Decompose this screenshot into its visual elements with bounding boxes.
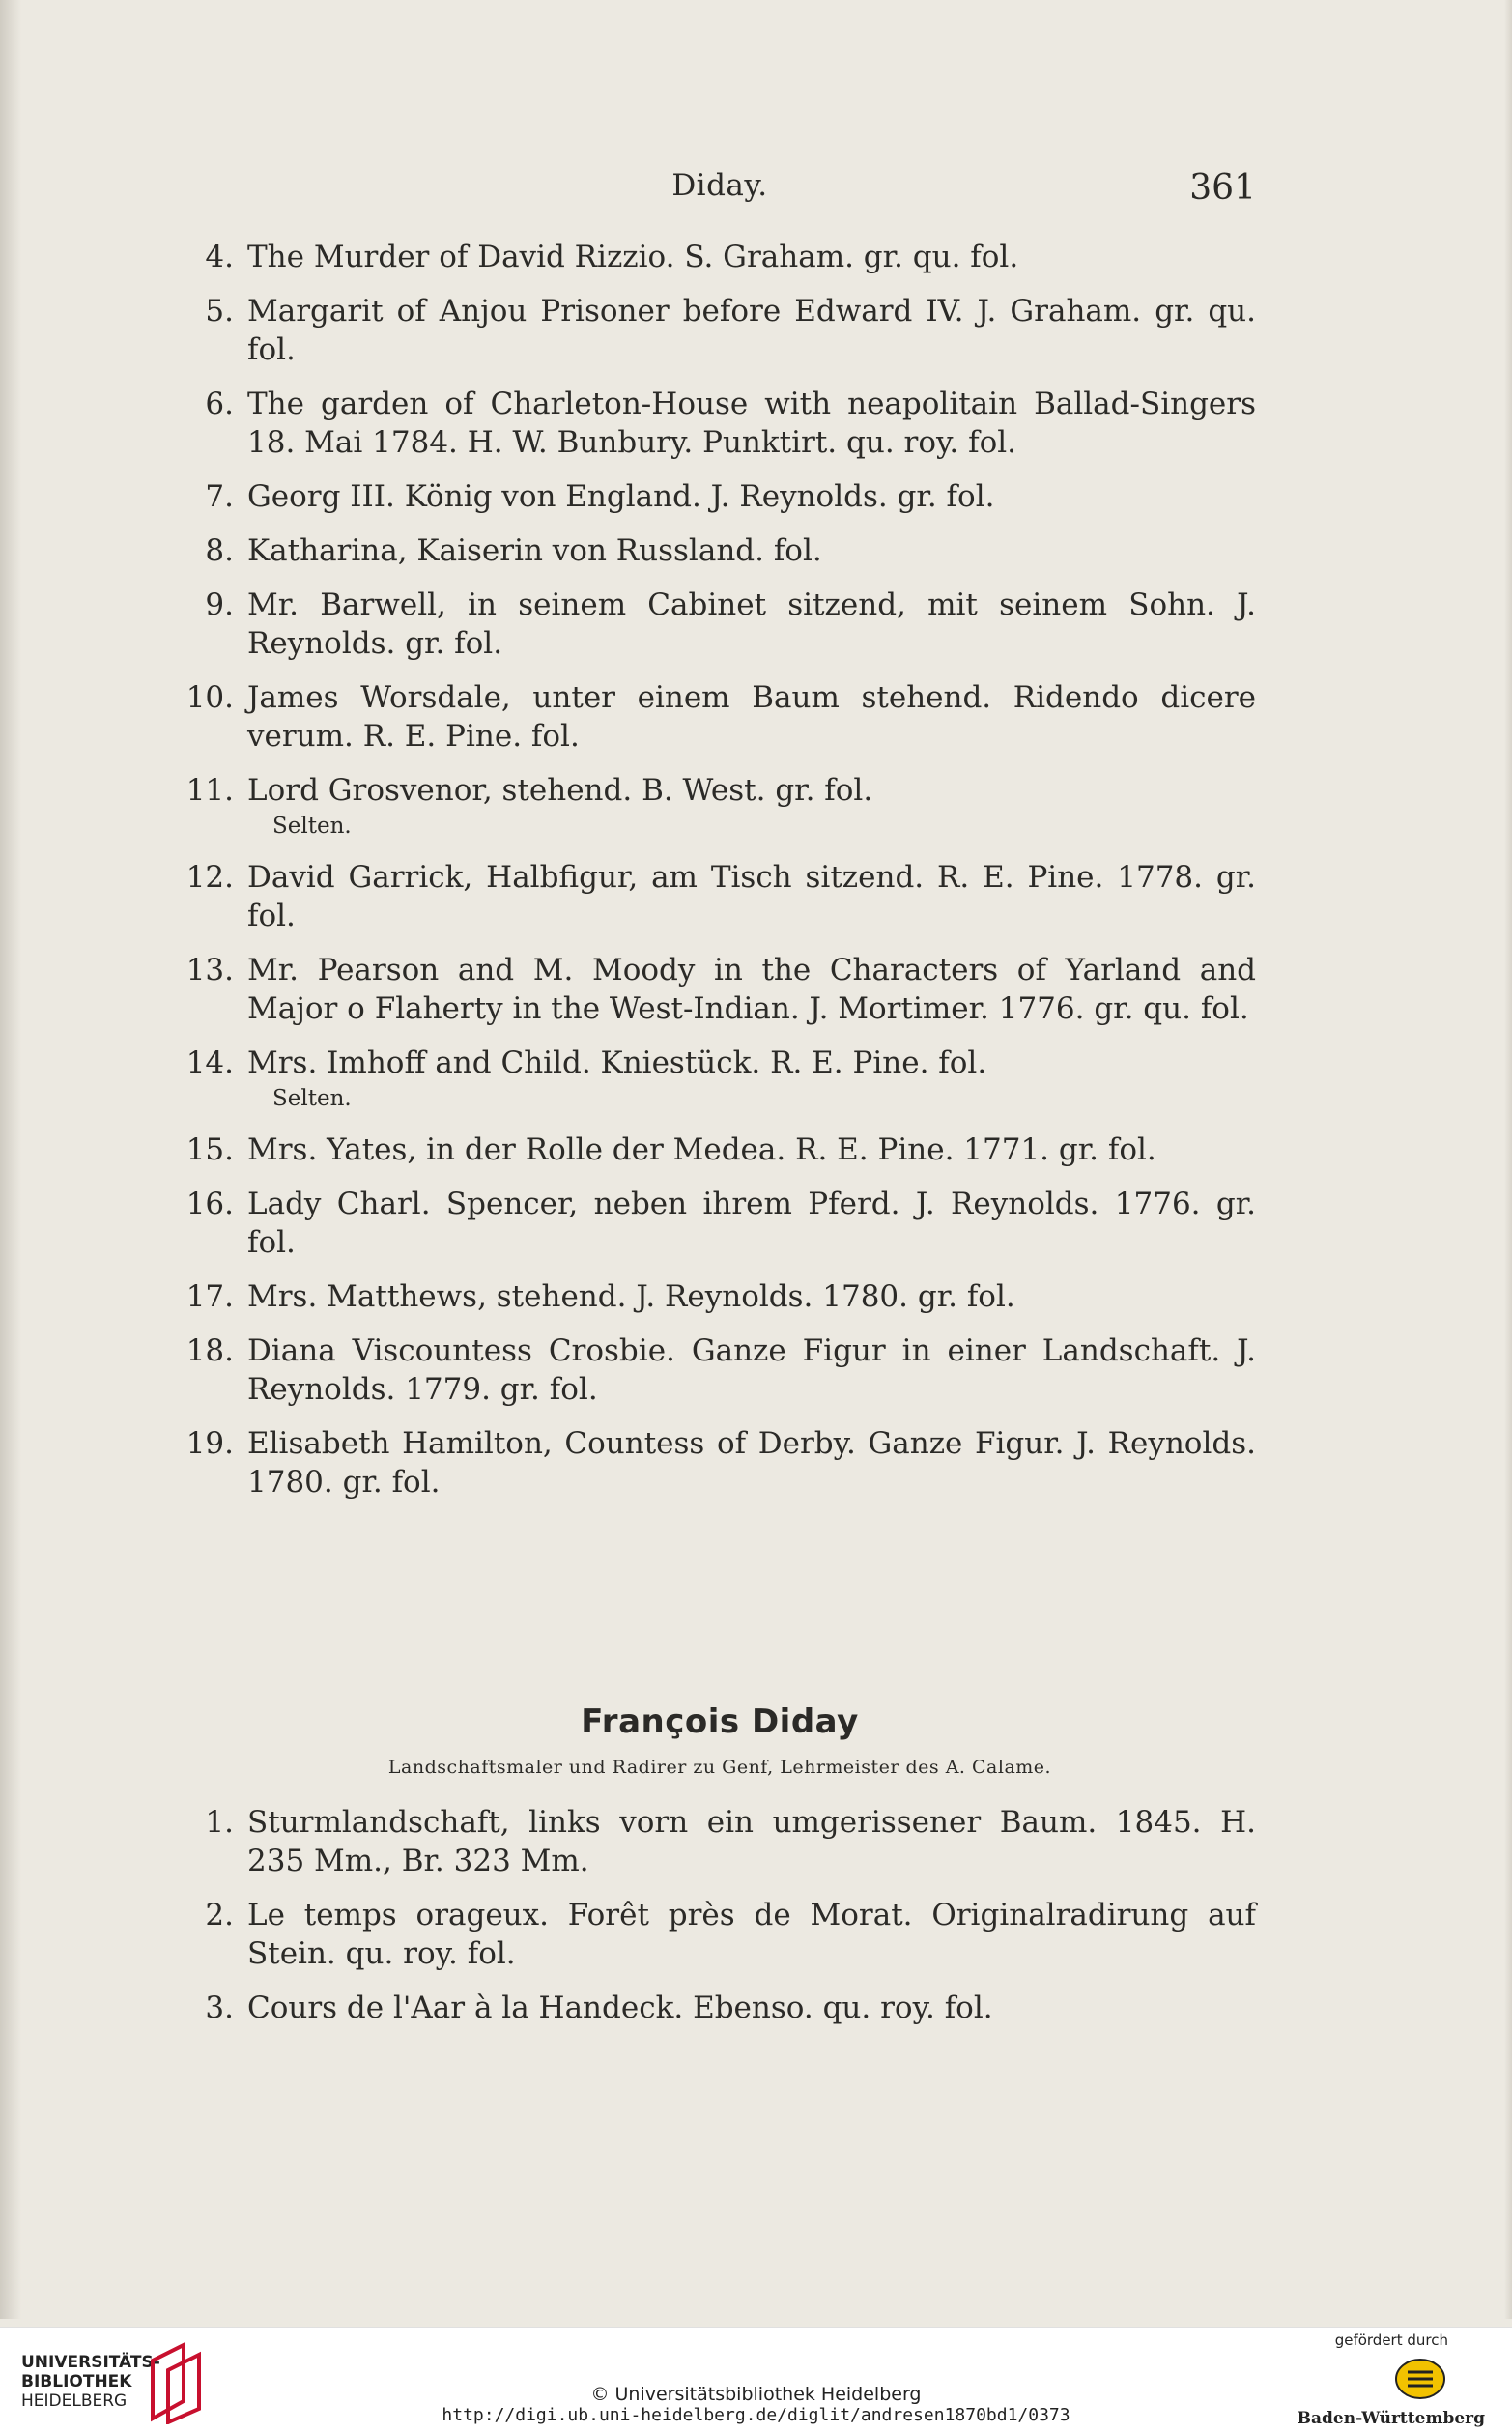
funder-label: gefördert durch [1334,2332,1448,2349]
library-name-line1: UNIVERSITÄTS- [21,2353,160,2372]
catalog-entry [184,1896,1256,1973]
entry-text: Georg III. König von England. J. Reynolds. gr. fol. [247,479,995,514]
catalog-entry [184,1803,1256,1880]
entry-text: Lord Grosvenor, stehend. B. West. gr. fol. [247,773,873,808]
entry-number: 19. [185,1426,234,1461]
entry-text: Katharina, Kaiserin von Russland. fol. [247,533,822,568]
entry-number: 14. [185,1045,234,1080]
entry-text: Lady Charl. Spencer, neben ihrem Pferd. J. Reynolds. 1776. gr. fol. [247,1187,1256,1260]
catalog-entry [184,1185,1256,1262]
copyright-notice [0,2384,1512,2426]
entry-number: 10. [185,680,234,715]
footer-bar [0,2327,1512,2433]
entry-text: Diana Viscountess Crosbie. Ganze Figur in einer Landschaft. J. Reynolds. 1779. gr. fol. [247,1333,1256,1407]
entry-number: 2. [205,1898,234,1932]
page-gutter-shadow [0,0,21,2319]
catalog-entry [184,951,1256,1028]
catalog-entry [184,1331,1256,1409]
catalog-entry [184,1424,1256,1502]
entry-number: 12. [185,860,234,895]
section-heading: François Diday [581,1703,859,1741]
section-subtitle: Landschaftsmaler und Radirer zu Genf, Lehrmeister des A. Calame. [387,1757,1052,1778]
entry-text: Mr. Barwell, in seinem Cabinet sitzend, mit seinem Sohn. J. Reynolds. gr. fol. [247,587,1256,661]
entry-number: 3. [205,1990,234,2025]
entry-number: 7. [205,479,234,514]
entry-number: 8. [205,533,234,568]
catalog-entry [184,1131,1256,1169]
catalog-entries-diday [184,238,1256,1517]
catalog-entry [184,238,1256,276]
entry-text: James Worsdale, unter einem Baum stehend. Ridendo dicere verum. R. E. Pine. fol. [247,680,1256,754]
catalog-entries-francois-diday [184,1803,1256,2043]
entry-note: Selten. [272,814,352,839]
entry-number: 16. [185,1187,234,1221]
catalog-entry [184,771,1256,843]
entry-number: 13. [185,953,234,988]
entry-text: Mr. Pearson and M. Moody in the Characters of Yarland and Major o Flaherty in the West-Indian. J. Mortimer. 1776. gr. qu. fol. [247,953,1256,1026]
catalog-entry [184,1989,1256,2027]
entry-text: Mrs. Matthews, stehend. J. Reynolds. 1780. gr. fol. [247,1279,1015,1314]
entry-number: 18. [185,1333,234,1368]
funder-name: Baden-Württemberg [1297,2409,1485,2428]
entry-number: 17. [185,1279,234,1314]
entry-text: Mrs. Yates, in der Rolle der Medea. R. E. Pine. 1771. gr. fol. [247,1132,1156,1167]
entry-number: 9. [205,587,234,622]
entry-text: Elisabeth Hamilton, Countess of Derby. Ganze Figur. J. Reynolds. 1780. gr. fol. [247,1426,1256,1500]
catalog-entry [184,531,1256,570]
catalog-entry [184,858,1256,935]
baden-wuerttemberg-coat-of-arms-icon[interactable] [1394,2353,1446,2405]
entry-text: Mrs. Imhoff and Child. Kniestück. R. E. Pine. fol. [247,1045,987,1080]
entry-text: Cours de l'Aar à la Handeck. Ebenso. qu. roy. fol. [247,1990,993,2025]
entry-note: Selten. [272,1086,352,1111]
copyright-text: © Universitätsbibliothek Heidelberg [590,2384,922,2405]
page-header [184,168,1256,216]
page-edge-shadow [1504,0,1512,2319]
entry-text: The garden of Charleton-House with neapolitain Ballad-Singers 18. Mai 1784. H. W. Bunbury. Punktirt. qu. roy. fol. [247,386,1256,460]
entry-number: 5. [205,294,234,329]
catalog-entry [184,385,1256,462]
entry-text: The Murder of David Rizzio. S. Graham. gr. qu. fol. [247,240,1019,274]
library-name-line2: BIBLIOTHEK [21,2372,132,2391]
page-number: 361 [1189,168,1256,208]
catalog-entry [184,1277,1256,1316]
library-name-line3: HEIDELBERG [21,2391,128,2411]
catalog-entry [184,586,1256,663]
entry-number: 4. [205,240,234,274]
entry-number: 11. [185,773,234,808]
catalog-entry [184,1044,1256,1115]
entry-number: 6. [205,386,234,421]
permalink-url[interactable]: http://digi.ub.uni-heidelberg.de/diglit/andresen1870bd1/0373 [442,2405,1070,2425]
entry-text: David Garrick, Halbfigur, am Tisch sitzend. R. E. Pine. 1778. gr. fol. [247,860,1256,933]
catalog-entry [184,678,1256,756]
entry-number: 15. [185,1132,234,1167]
entry-text: Sturmlandschaft, links vorn ein umgerissener Baum. 1845. H. 235 Mm., Br. 323 Mm. [247,1805,1256,1878]
running-title: Diday. [671,168,768,203]
entry-number: 1. [205,1805,234,1840]
entry-text: Le temps orageux. Forêt près de Morat. Originalradirung auf Stein. qu. roy. fol. [247,1898,1256,1971]
entry-text: Margarit of Anjou Prisoner before Edward IV. J. Graham. gr. qu. fol. [247,294,1256,367]
catalog-entry [184,477,1256,516]
catalog-entry [184,292,1256,369]
